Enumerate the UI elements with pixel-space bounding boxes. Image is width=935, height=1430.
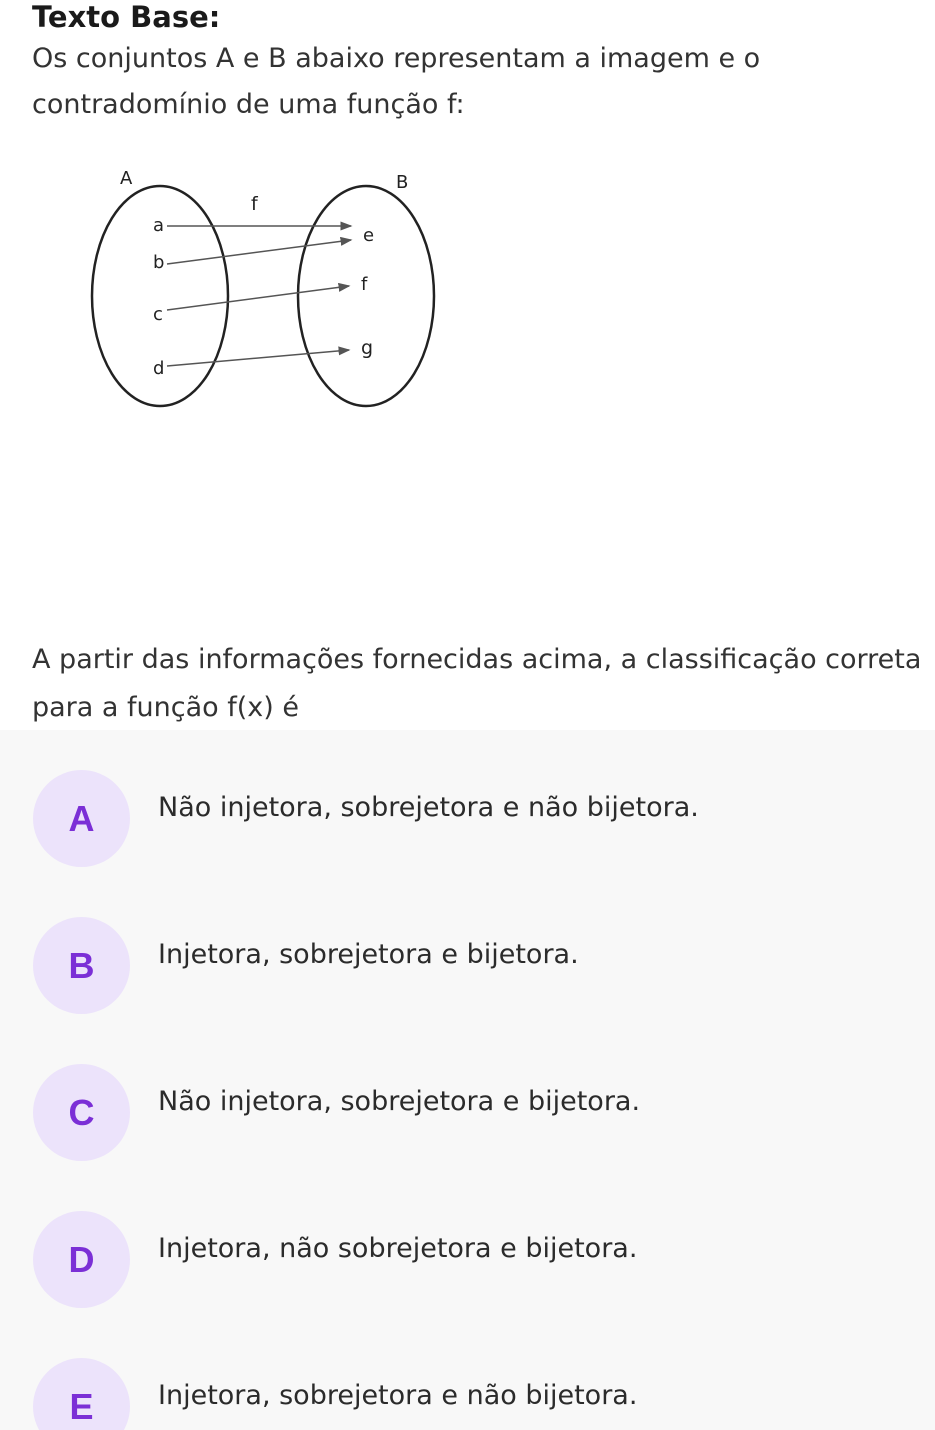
base-text-intro: Os conjuntos A e B abaixo representam a imagem e o contradomínio de uma função f: (32, 43, 761, 120)
domain-element-d: d (153, 358, 165, 379)
option-a[interactable] (0, 764, 935, 874)
domain-element-a: a (153, 215, 165, 236)
option-c[interactable] (0, 1058, 935, 1168)
mapping-arrow-b-e (167, 240, 351, 264)
option-d[interactable] (0, 1205, 935, 1315)
codomain-element-f: f (361, 274, 368, 295)
function-diagram (85, 158, 445, 418)
option-a-badge[interactable]: A (33, 770, 130, 867)
mapping-arrow-d-g (167, 350, 349, 366)
option-c-badge[interactable]: C (33, 1064, 130, 1161)
set-b-label: B (396, 172, 409, 193)
codomain-element-e: e (363, 225, 375, 246)
option-d-badge[interactable]: D (33, 1211, 130, 1308)
option-e-badge[interactable]: E (33, 1358, 130, 1430)
domain-element-b: b (153, 252, 165, 273)
answer-options (0, 730, 935, 1430)
option-b[interactable] (0, 911, 935, 1021)
set-a-label: A (120, 168, 133, 189)
mapping-arrow-c-f (167, 286, 349, 310)
base-text-heading: Texto Base: (32, 0, 221, 34)
domain-element-c: c (153, 304, 163, 325)
option-e-text[interactable]: Injetora, sobrejetora e não bijetora. (158, 1380, 638, 1411)
option-a-text[interactable]: Não injetora, sobrejetora e não bijetora. (158, 792, 699, 823)
option-e[interactable] (0, 1352, 935, 1430)
set-b-ellipse (298, 186, 434, 406)
codomain-element-g: g (361, 337, 374, 359)
question-text: A partir das informações fornecidas acima, a classificação correta para a função f(x) é (32, 644, 922, 723)
option-c-text[interactable]: Não injetora, sobrejetora e bijetora. (158, 1086, 641, 1117)
option-b-badge[interactable]: B (33, 917, 130, 1014)
function-label: f (251, 193, 258, 215)
option-d-text[interactable]: Injetora, não sobrejetora e bijetora. (158, 1233, 638, 1264)
option-b-text[interactable]: Injetora, sobrejetora e bijetora. (158, 939, 579, 970)
